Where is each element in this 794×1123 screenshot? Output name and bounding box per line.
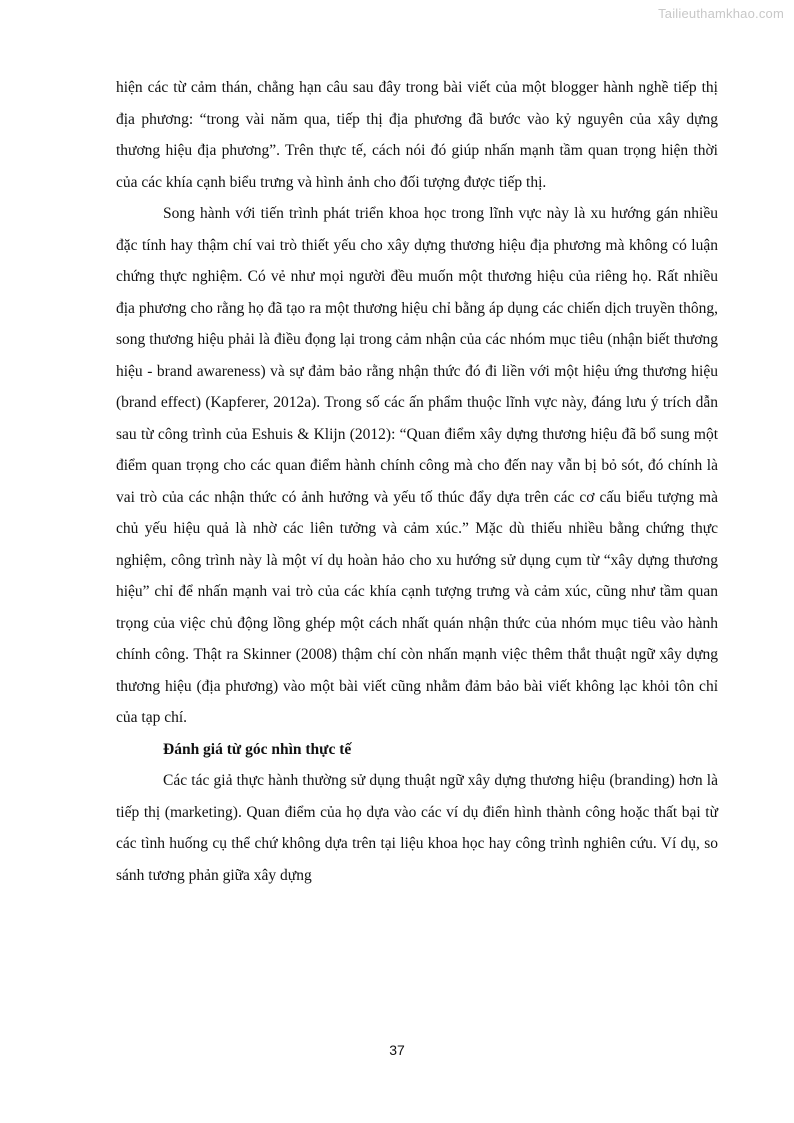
paragraph-body: Song hành với tiến trình phát triển khoa học trong lĩnh vực này là xu hướng gán nhiều đặc tính hay thậm chí vai trò thiết yếu cho xây dựng thương hiệu địa phương mà không có luận chứng thực nghiệm. Có vẻ như mọi người đều muốn một thương hiệu của riêng họ. Rất nhiều địa phương cho rằng họ đã tạo ra một thương hiệu chỉ bằng áp dụng các chiến dịch truyền thông, song thương hiệu phải là điều đọng lại trong cảm nhận của các nhóm mục tiêu (nhận biết thương hiệu - brand awareness) và sự đảm bảo rằng nhận thức đó đi liền với một hiệu ứng thương hiệu (brand effect) (Kapferer, 2012a). Trong số các ấn phẩm thuộc lĩnh vực này, đáng lưu ý trích dẫn sau từ công trình của Eshuis & Klijn (2012): “Quan điểm xây dựng thương hiệu đã bổ sung một điểm quan trọng cho các quan điểm hành chính công mà cho đến nay vẫn bị bỏ sót, đó chính là vai trò của các nhận thức có ảnh hưởng và yếu tố thúc đẩy dựa trên các cơ cấu biểu tượng mà chủ yếu hiệu quả là nhờ các liên tưởng và cảm xúc.” Mặc dù thiếu nhiều bằng chứng thực nghiệm, công trình này là một ví dụ hoàn hảo cho xu hướng sử dụng cụm từ “xây dựng thương hiệu” chỉ để nhấn mạnh vai trò của các khía cạnh tượng trưng và cảm xúc, cũng như tầm quan trọng của việc chủ động lồng ghép một cách nhất quán nhận thức của nhóm mục tiêu vào hành chính công. Thật ra Skinner (2008) thậm chí còn nhấn mạnh việc thêm thắt thuật ngữ xây dựng thương hiệu (địa phương) vào một bài viết cũng nhằm đảm bảo bài viết không lạc khỏi tôn chỉ của tạp chí.	[116, 205, 718, 726]
paragraph-final: Các tác giả thực hành thường sử dụng thuật ngữ xây dựng thương hiệu (branding) hơn là tiếp thị (marketing). Quan điểm của họ dựa vào các ví dụ điển hình thành công hoặc thất bại từ các tình huống cụ thể chứ không dựa trên tại liệu khoa học hay công trình nghiên cứu. Ví dụ, so sánh tương phản giữa xây dựng	[116, 772, 718, 884]
section-heading: Đánh giá từ góc nhìn thực tế	[163, 740, 352, 758]
watermark: Tailieuthamkhao.com	[658, 6, 784, 21]
page-number: 37	[389, 1042, 405, 1058]
paragraph-continuation: hiện các từ cảm thán, chẳng hạn câu sau đây trong bài viết của một blogger hành nghề tiếp thị địa phương: “trong vài năm qua, tiếp thị địa phương đã bước vào kỷ nguyên của xây dựng thương hiệu địa phương”. Trên thực tế, cách nói đó giúp nhấn mạnh tầm quan trọng hiện thời của các khía cạnh biểu trưng và hình ảnh cho đối tượng được tiếp thị.	[116, 79, 718, 191]
page-content	[116, 72, 718, 891]
